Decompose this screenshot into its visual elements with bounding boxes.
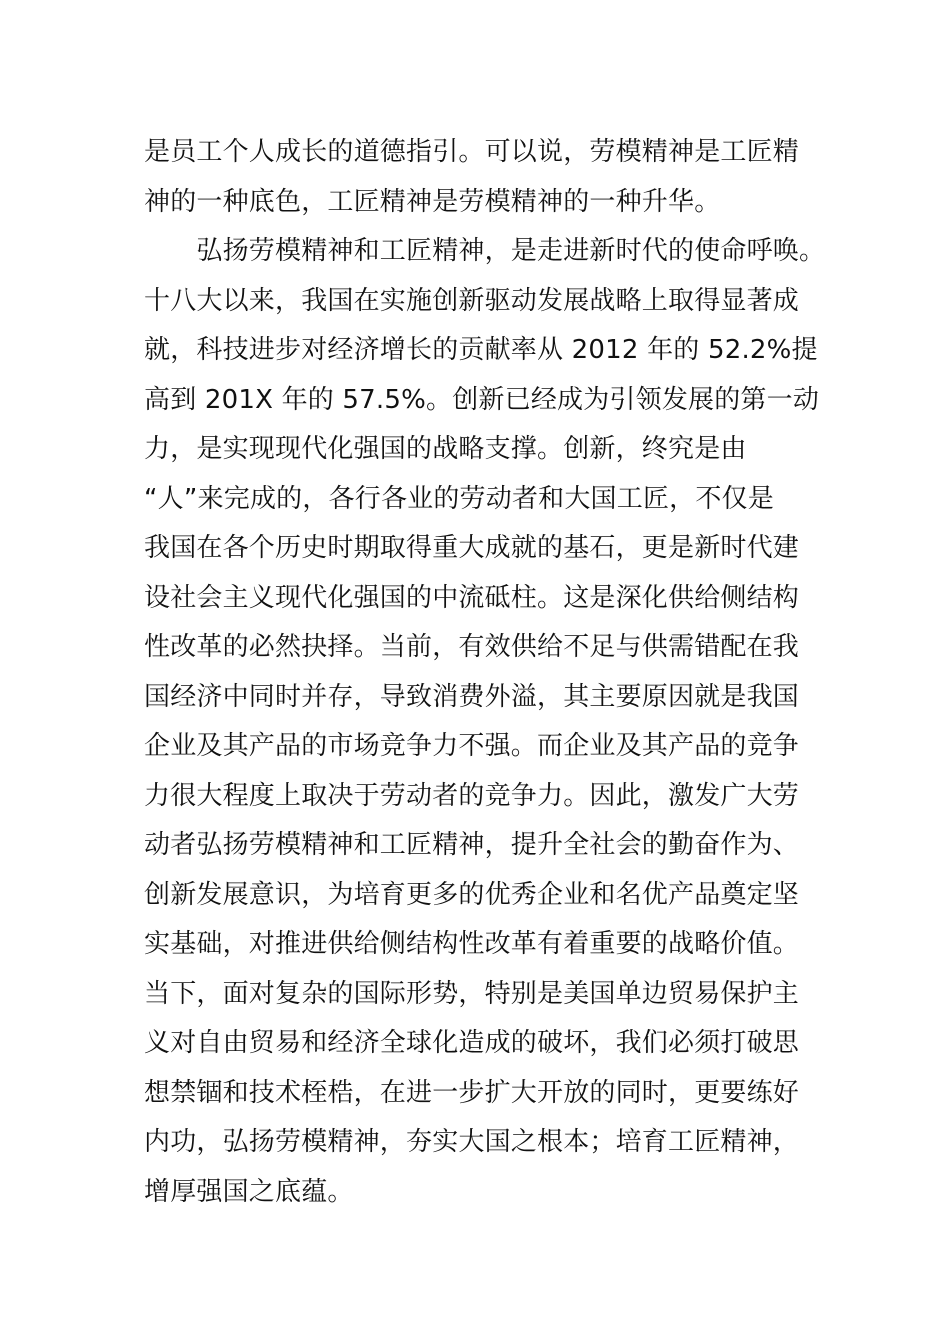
text-line: 义对自由贸易和经济全球化造成的破坏，我们必须打破思 <box>144 1028 800 1058</box>
text-line: 当下，面对复杂的国际形势，特别是美国单边贸易保护主 <box>144 978 800 1009</box>
text-line: 就，科技进步对经济增长的贡献率从 2012 年的 52.2%提 <box>144 335 818 365</box>
text-line: 实基础，对推进供给侧结构性改革有着重要的战略价值。 <box>144 929 800 959</box>
text-line: 增厚强国之底蕴。 <box>144 1176 354 1207</box>
text-line: 我国在各个历史时期取得重大成就的基石，更是新时代建 <box>144 533 800 563</box>
text-line: 企业及其产品的市场竞争力不强。而企业及其产品的竞争 <box>144 731 800 761</box>
text-line: 力很大程度上取决于劳动者的竞争力。因此，激发广大劳 <box>144 780 800 811</box>
text-line: “人”来完成的，各行各业的劳动者和大国工匠，不仅是 <box>144 483 774 514</box>
text-line: 弘扬劳模精神和工匠精神，是走进新时代的使命呼唤。 <box>144 236 826 266</box>
text-line: 是员工个人成长的道德指引。可以说，劳模精神是工匠精 <box>144 137 800 167</box>
text-line: 内功，弘扬劳模精神，夯实大国之根本；培育工匠精神， <box>144 1127 800 1157</box>
text-line: 设社会主义现代化强国的中流砥柱。这是深化供给侧结构 <box>144 582 800 613</box>
text-line: 国经济中同时并存，导致消费外溢，其主要原因就是我国 <box>144 681 800 712</box>
text-line: 创新发展意识，为培育更多的优秀企业和名优产品奠定坚 <box>144 879 800 910</box>
text-line: 力，是实现现代化强国的战略支撑。创新，终究是由 <box>144 434 747 464</box>
text-line: 高到 201X 年的 57.5%。创新已经成为引领发展的第一动 <box>144 384 820 415</box>
text-line: 想禁锢和技术桎梏，在进一步扩大开放的同时，更要练好 <box>144 1077 800 1108</box>
text-line: 性改革的必然抉择。当前，有效供给不足与供需错配在我 <box>144 632 800 662</box>
text-line: 动者弘扬劳模精神和工匠精神，提升全社会的勤奋作为、 <box>144 830 800 860</box>
text-line: 十八大以来，我国在实施创新驱动发展战略上取得显著成 <box>144 285 800 316</box>
body-text <box>144 128 824 1217</box>
text-line: 神的一种底色，工匠精神是劳模精神的一种升华。 <box>144 186 721 217</box>
